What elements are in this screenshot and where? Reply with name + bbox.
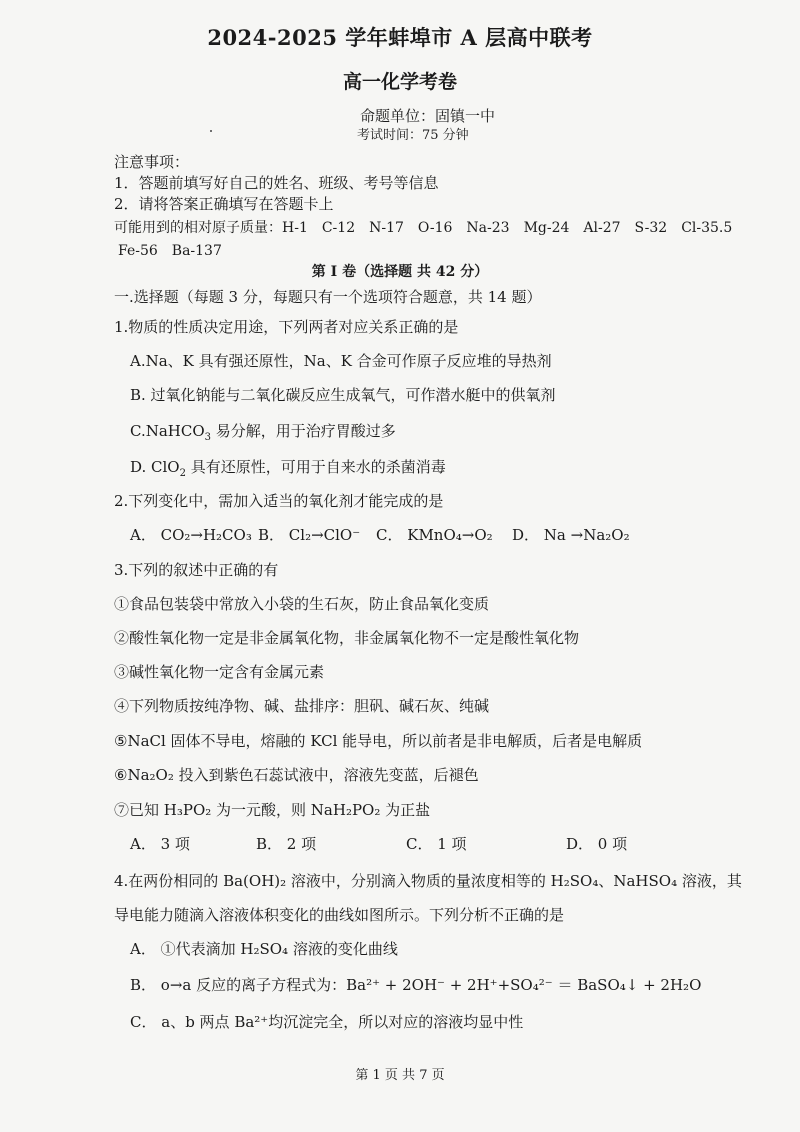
q1-option-c bbox=[130, 421, 396, 441]
q3-statement-2: ②酸性氧化物一定是非金属氧化物，非金属氧化物不一定是酸性氧化物 bbox=[114, 629, 580, 647]
q3-statement-4: ④下列物质按纯净物、碱、盐排序：胆矾、碱石灰、纯碱 bbox=[114, 697, 490, 715]
q3-option-d: D． 0 项 bbox=[566, 835, 628, 853]
q2-option-b: B． Cl₂→ClO⁻ bbox=[258, 526, 361, 544]
q1-option-d-sub: 2 bbox=[179, 468, 186, 479]
q4-option-a: A． ①代表滴加 H₂SO₄ 溶液的变化曲线 bbox=[130, 940, 398, 958]
q4-stem-line-1: 4.在两份相同的 Ba(OH)₂ 溶液中，分别滴入物质的量浓度相等的 H₂SO₄、NaHSO₄ 溶液，其 bbox=[114, 872, 742, 890]
q2-option-c: C． KMnO₄→O₂ bbox=[376, 526, 493, 544]
q3-options bbox=[130, 834, 690, 854]
exam-time: 考试时间：75 分钟 bbox=[357, 128, 469, 143]
q1-stem: 1.物质的性质决定用途，下列两者对应关系正确的是 bbox=[114, 318, 459, 336]
q3-stem: 3.下列的叙述中正确的有 bbox=[114, 561, 279, 579]
q2-stem: 2.下列变化中，需加入适当的氧化剂才能完成的是 bbox=[114, 492, 444, 510]
q4-stem-line-2: 导电能力随滴入溶液体积变化的曲线如图所示。下列分析不正确的是 bbox=[114, 906, 565, 924]
q3-option-b: B． 2 项 bbox=[256, 835, 317, 853]
q1-option-d-pre: D. ClO bbox=[130, 458, 180, 476]
atomic-masses-line-2: Fe-56 Ba-137 bbox=[118, 243, 222, 259]
notice-item-1: 1．答题前填写好自己的姓名、班级、考号等信息 bbox=[114, 174, 439, 192]
q1-option-b: B. 过氧化钠能与二氧化碳反应生成氧气，可作潜水艇中的供氧剂 bbox=[130, 386, 556, 404]
q4-option-b: B． o→a 反应的离子方程式为：Ba²⁺ + 2OH⁻ + 2H⁺+SO₄²⁻ ＝ BaSO₄↓ + 2H₂O bbox=[130, 976, 702, 994]
atomic-masses-line-1: 可能用到的相对原子质量：H-1 C-12 N-17 O-16 Na-23 Mg-24 Al-27 S-32 Cl-35.5 bbox=[114, 220, 733, 236]
speck-mark bbox=[210, 130, 212, 132]
notice-item-2: 2．请将答案正确填写在答题卡上 bbox=[114, 195, 334, 213]
q4-option-c: C． a、b 两点 Ba²⁺均沉淀完全，所以对应的溶液均显中性 bbox=[130, 1013, 524, 1031]
exam-title: 2024-2025 学年蚌埠市 A 层高中联考 bbox=[207, 25, 593, 50]
section-instruction: 一.选择题（每题 3 分，每题只有一个选项符合题意，共 14 题） bbox=[114, 288, 542, 306]
exam-subtitle: 高一化学考卷 bbox=[342, 71, 457, 93]
q3-statement-3: ③碱性氧化物一定含有金属元素 bbox=[114, 663, 325, 681]
q1-option-c-sub: 3 bbox=[204, 432, 212, 443]
q1-option-c-pre: C.NaHCO bbox=[130, 422, 205, 440]
q2-options bbox=[130, 525, 690, 545]
q3-option-a: A． 3 项 bbox=[130, 835, 190, 853]
page-footer: 第 1 页 共 7 页 bbox=[355, 1068, 445, 1083]
q3-option-c: C． 1 项 bbox=[406, 835, 467, 853]
q3-statement-1: ①食品包装袋中常放入小袋的生石灰，防止食品氧化变质 bbox=[114, 595, 490, 613]
q1-option-a: A.Na、K 具有强还原性，Na、K 合金可作原子反应堆的导热剂 bbox=[130, 352, 552, 370]
q2-option-d: D． Na →Na₂O₂ bbox=[512, 526, 630, 544]
q3-statement-7: ⑦已知 H₃PO₂ 为一元酸，则 NaH₂PO₂ 为正盐 bbox=[114, 801, 431, 819]
section-heading: 第 I 卷（选择题 共 42 分） bbox=[311, 264, 489, 280]
q3-statement-5: ⑤NaCl 固体不导电，熔融的 KCl 能导电，所以前者是非电解质，后者是电解质 bbox=[114, 732, 643, 750]
q1-option-d bbox=[130, 457, 446, 477]
exam-unit: 命题单位：固镇一中 bbox=[360, 107, 496, 125]
q1-option-d-post: 具有还原性，可用于自来水的杀菌消毒 bbox=[185, 458, 446, 476]
notice-heading: 注意事项： bbox=[114, 153, 190, 171]
q2-option-a: A． CO₂→H₂CO₃ bbox=[130, 526, 252, 544]
q3-statement-6: ⑥Na₂O₂ 投入到紫色石蕊试液中，溶液先变蓝，后褪色 bbox=[114, 766, 479, 784]
q1-option-c-post: 易分解，用于治疗胃酸过多 bbox=[211, 422, 396, 440]
